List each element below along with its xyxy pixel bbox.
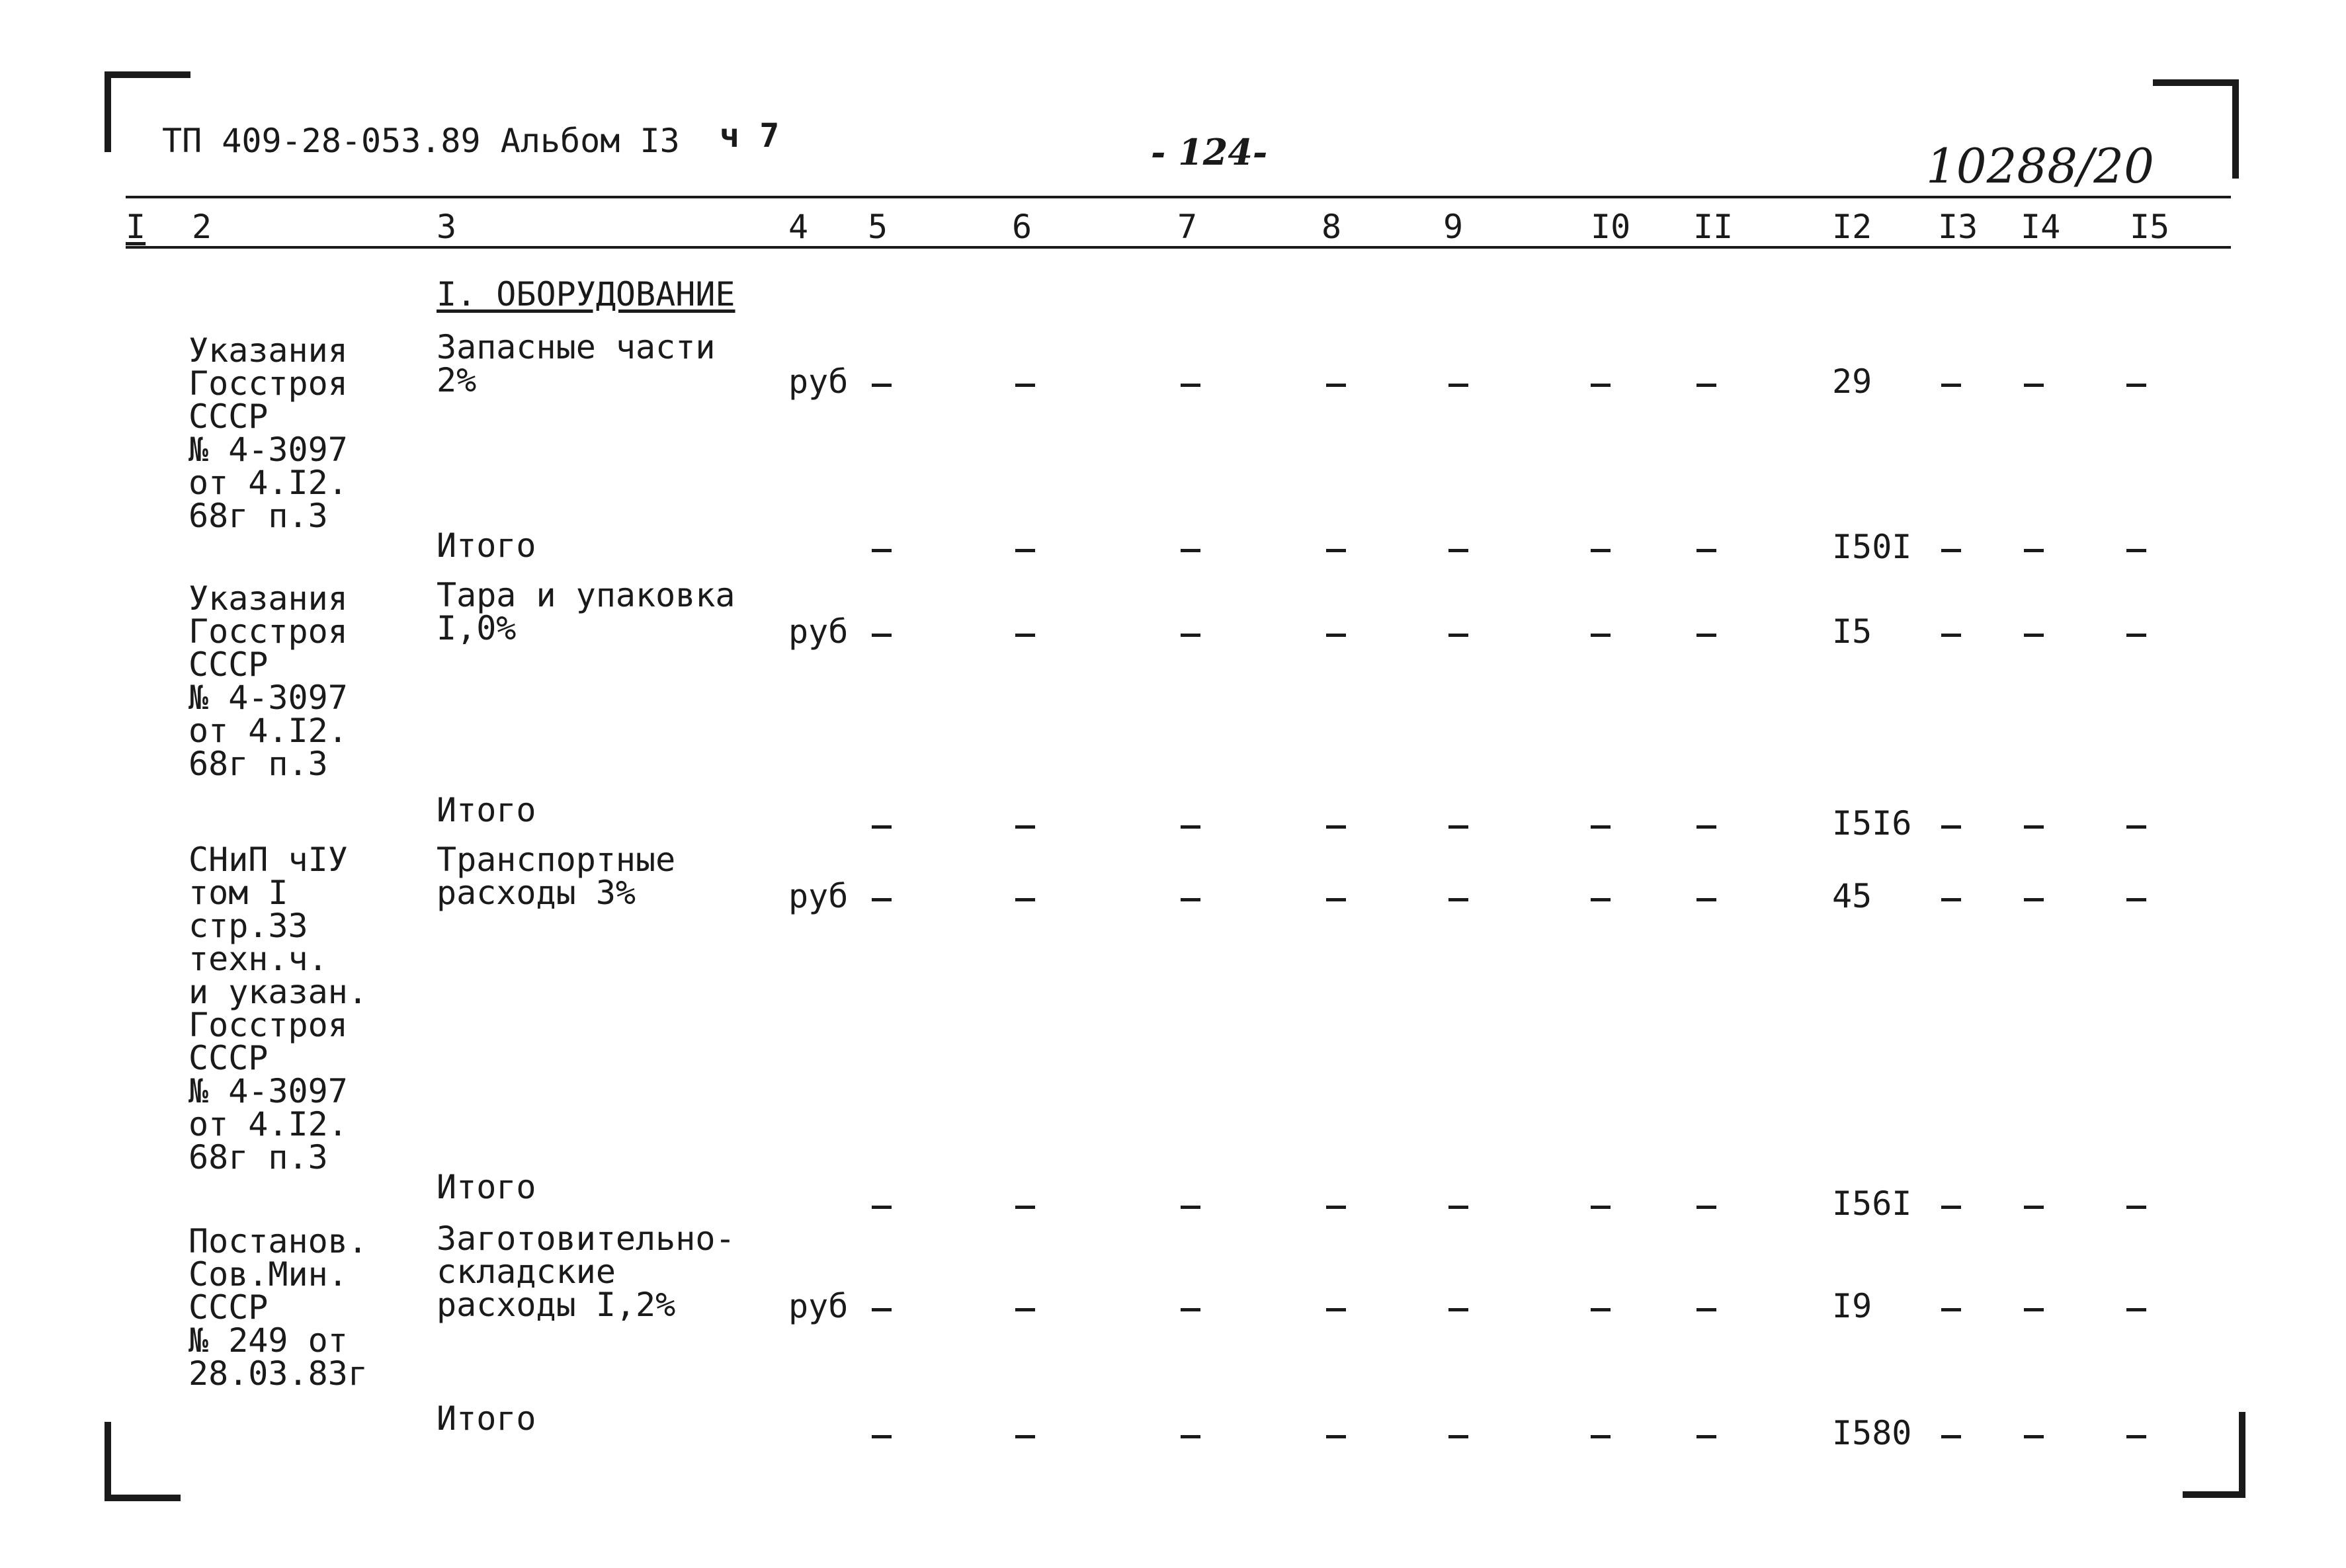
column-number: I [126, 208, 146, 246]
empty-cell-dash [1697, 1206, 1716, 1209]
page-number: - 124- [1151, 131, 1268, 173]
row-total-label: Итого [437, 1168, 536, 1206]
row-unit: руб [788, 612, 849, 651]
row-item-name: Тара и упаковка I,0% [437, 576, 735, 647]
empty-cell-dash [1448, 384, 1468, 387]
empty-cell-dash [1697, 549, 1716, 552]
header-rule-bottom [126, 246, 2231, 249]
empty-cell-dash [1697, 634, 1716, 637]
empty-cell-dash [2126, 1206, 2146, 1209]
empty-cell-dash [1181, 1206, 1200, 1209]
corner-mark-bottom-left [105, 1495, 181, 1501]
empty-cell-dash [1181, 1308, 1200, 1311]
row-unit: руб [788, 1287, 849, 1325]
empty-cell-dash [1326, 825, 1346, 829]
row-item-name: Транспортные расходы 3% [437, 841, 676, 912]
empty-cell-dash [1941, 384, 1961, 387]
column-number: I3 [1938, 208, 1978, 246]
empty-cell-dash [2126, 384, 2146, 387]
empty-cell-dash [2126, 1308, 2146, 1311]
empty-cell-dash [1941, 634, 1961, 637]
corner-mark-top-left [105, 71, 190, 78]
empty-cell-dash [1181, 1435, 1200, 1438]
column-number: I2 [1832, 208, 1872, 246]
empty-cell-dash [2024, 1206, 2044, 1209]
row-item-name: Заготовительно- складские расходы I,2% [437, 1219, 735, 1324]
empty-cell-dash [1591, 549, 1611, 552]
empty-cell-dash [2024, 549, 2044, 552]
empty-cell-dash [2126, 825, 2146, 829]
part-label: ч 7 [720, 116, 780, 155]
empty-cell-dash [1448, 1308, 1468, 1311]
empty-cell-dash [1015, 1308, 1035, 1311]
empty-cell-dash [1941, 825, 1961, 829]
column-number: 2 [192, 208, 212, 246]
row-source-reference: Указания Госстроя СССР № 4-3097 от 4.I2. 68г п.3 [189, 331, 348, 535]
empty-cell-dash [872, 1206, 892, 1209]
empty-cell-dash [1448, 634, 1468, 637]
column-number: I0 [1591, 208, 1631, 246]
empty-cell-dash [1941, 549, 1961, 552]
corner-mark-top-right [2153, 79, 2239, 86]
empty-cell-dash [2126, 634, 2146, 637]
empty-cell-dash [1591, 1206, 1611, 1209]
section-title-text: I. ОБОРУДОВАНИЕ [437, 275, 735, 313]
empty-cell-dash [2024, 384, 2044, 387]
empty-cell-dash [2126, 1435, 2146, 1438]
empty-cell-dash [1941, 1206, 1961, 1209]
empty-cell-dash [1015, 1206, 1035, 1209]
empty-cell-dash [872, 549, 892, 552]
empty-cell-dash [1591, 634, 1611, 637]
document-reference: ТП 409-28-053.89 Альбом I3 [162, 122, 680, 160]
empty-cell-dash [2024, 1435, 2044, 1438]
column-number: I4 [2021, 208, 2061, 246]
empty-cell-dash [1591, 898, 1611, 901]
column-number: 7 [1177, 208, 1198, 246]
row-source-reference: Указания Госстроя СССР № 4-3097 от 4.I2. 68г п.3 [189, 579, 348, 783]
column-number: II [1693, 208, 1734, 246]
empty-cell-dash [872, 1435, 892, 1438]
empty-cell-dash [2024, 1308, 2044, 1311]
row-item-name: Запасные части 2% [437, 328, 716, 399]
empty-cell-dash [1015, 1435, 1035, 1438]
column-number: 8 [1321, 208, 1342, 246]
empty-cell-dash [1448, 1206, 1468, 1209]
empty-cell-dash [872, 634, 892, 637]
empty-cell-dash [872, 898, 892, 901]
empty-cell-dash [1015, 549, 1035, 552]
empty-cell-dash [1015, 825, 1035, 829]
row-value-col12: I580 [1832, 1414, 1912, 1452]
empty-cell-dash [872, 825, 892, 829]
header-rule-top [126, 196, 2231, 198]
row-value-col12: I9 [1832, 1287, 1872, 1325]
empty-cell-dash [1591, 384, 1611, 387]
empty-cell-dash [1941, 1308, 1961, 1311]
empty-cell-dash [1181, 634, 1200, 637]
corner-mark-top-left [105, 71, 111, 152]
section-title [437, 275, 735, 313]
empty-cell-dash [2126, 549, 2146, 552]
empty-cell-dash [1015, 384, 1035, 387]
corner-mark-top-right [2232, 79, 2239, 179]
empty-cell-dash [1181, 549, 1200, 552]
empty-cell-dash [1941, 898, 1961, 901]
row-unit: руб [788, 362, 849, 401]
empty-cell-dash [1697, 898, 1716, 901]
empty-cell-dash [1326, 384, 1346, 387]
row-value-col12: 29 [1832, 362, 1872, 401]
row-value-col12: 45 [1832, 877, 1872, 915]
empty-cell-dash [1181, 384, 1200, 387]
empty-cell-dash [2024, 634, 2044, 637]
row-value-col12: I5I6 [1832, 804, 1912, 843]
empty-cell-dash [1326, 1206, 1346, 1209]
empty-cell-dash [1591, 825, 1611, 829]
empty-cell-dash [1326, 549, 1346, 552]
empty-cell-dash [1448, 1435, 1468, 1438]
empty-cell-dash [2024, 825, 2044, 829]
corner-mark-bottom-right [2183, 1491, 2245, 1498]
row-unit: руб [788, 877, 849, 915]
column-number: 5 [868, 208, 888, 246]
column-number: 3 [437, 208, 457, 246]
row-total-label: Итого [437, 1399, 536, 1438]
row-source-reference: Постанов. Сов.Мин. СССР № 249 от 28.03.83г [189, 1222, 368, 1393]
row-total-label: Итого [437, 526, 536, 565]
column-number: I5 [2130, 208, 2170, 246]
corner-mark-bottom-left [105, 1422, 111, 1501]
empty-cell-dash [1015, 634, 1035, 637]
empty-cell-dash [1326, 1435, 1346, 1438]
empty-cell-dash [1697, 1435, 1716, 1438]
corner-mark-bottom-right [2239, 1412, 2245, 1498]
empty-cell-dash [872, 384, 892, 387]
empty-cell-dash [1697, 384, 1716, 387]
empty-cell-dash [2024, 898, 2044, 901]
empty-cell-dash [1697, 1308, 1716, 1311]
column-number: 4 [788, 208, 809, 246]
empty-cell-dash [1326, 898, 1346, 901]
empty-cell-dash [1591, 1435, 1611, 1438]
row-value-col12: I50I [1832, 528, 1912, 566]
row-source-reference: СНиП чIУ том I стр.33 техн.ч. и указан. Госстроя СССР № 4-3097 от 4.I2. 68г п.3 [189, 841, 368, 1176]
empty-cell-dash [1941, 1435, 1961, 1438]
column-number: 9 [1443, 208, 1464, 246]
empty-cell-dash [1015, 898, 1035, 901]
empty-cell-dash [1448, 549, 1468, 552]
empty-cell-dash [2126, 898, 2146, 901]
row-value-col12: I56I [1832, 1184, 1912, 1223]
empty-cell-dash [1591, 1308, 1611, 1311]
empty-cell-dash [872, 1308, 892, 1311]
empty-cell-dash [1326, 1308, 1346, 1311]
empty-cell-dash [1448, 825, 1468, 829]
empty-cell-dash [1448, 898, 1468, 901]
sheet-code: 10288/20 [1926, 138, 2154, 194]
empty-cell-dash [1181, 825, 1200, 829]
empty-cell-dash [1326, 634, 1346, 637]
empty-cell-dash [1697, 825, 1716, 829]
row-total-label: Итого [437, 791, 536, 829]
row-value-col12: I5 [1832, 612, 1872, 651]
empty-cell-dash [1181, 898, 1200, 901]
column-number: 6 [1012, 208, 1032, 246]
